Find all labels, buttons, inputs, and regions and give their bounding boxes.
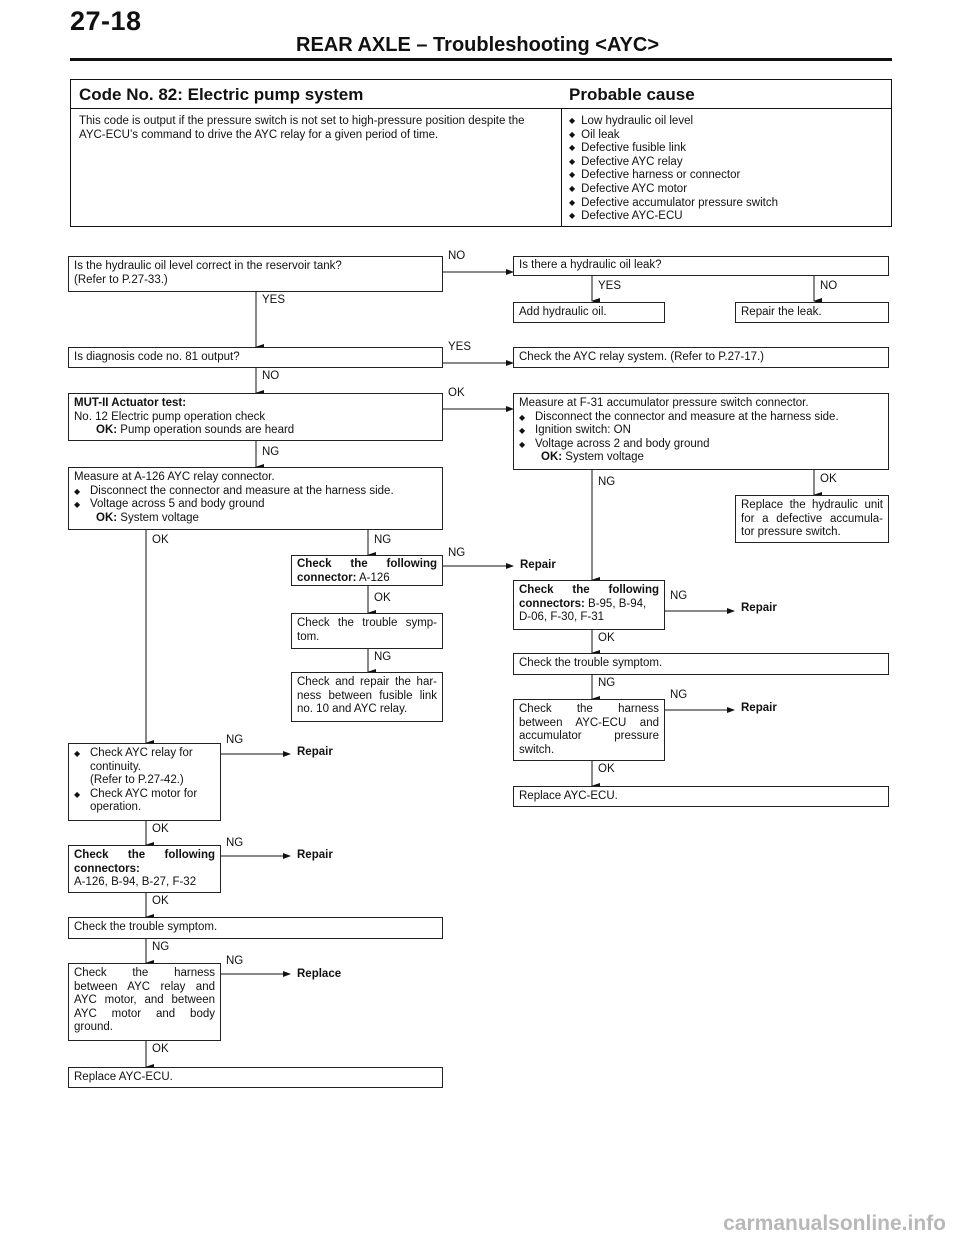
label-replace: Replace	[297, 968, 342, 980]
text: Is there a hydraulic oil leak?	[519, 259, 662, 271]
code-title: Code No. 82: Electric pump system	[79, 85, 364, 104]
label-ok: OK	[820, 473, 837, 485]
label-ok: OK	[598, 763, 615, 775]
box-code81-question	[68, 347, 443, 368]
text: Check the following	[74, 849, 215, 861]
label-ng: NG	[152, 941, 170, 953]
text: (Refer to P.27-33.)	[74, 273, 168, 286]
text: AYC motor, and between	[74, 994, 215, 1006]
text: Measure at A-126 AYC relay connector.	[74, 471, 275, 483]
text: Check and repair the har-	[297, 676, 437, 688]
text: AYC motor and body	[74, 1007, 215, 1020]
text: Replace AYC-ECU.	[74, 1071, 173, 1083]
label-no: NO	[820, 280, 838, 292]
label-no: NO	[448, 250, 466, 262]
label-ok: OK	[448, 387, 465, 399]
label-yes: YES	[598, 280, 622, 292]
box-check-connectors-b95	[513, 580, 665, 630]
box-replace-hydraulic-unit	[735, 495, 889, 543]
box-check-relay-system	[513, 347, 889, 368]
box-measure-f31	[513, 393, 889, 470]
bullet-item: ◆ Disconnect the connector and measure at the harness side.	[519, 411, 883, 425]
text: Add hydraulic oil.	[519, 306, 607, 318]
box-check-relay-motor	[68, 743, 221, 821]
label-ok: OK	[152, 1043, 169, 1055]
text: ness between fusible link	[297, 689, 437, 702]
watermark: carmanualsonline.info	[723, 1212, 946, 1235]
label-ng: NG	[262, 446, 280, 458]
label-ng: NG	[448, 547, 466, 559]
probable-cause-title: Probable cause	[569, 85, 695, 104]
label-repair: Repair	[741, 702, 777, 714]
cause-item: ◆ Low hydraulic oil level	[569, 115, 778, 129]
cause-item: ◆ Defective accumulator pressure switch	[569, 197, 778, 211]
text: Check the trouble symptom.	[74, 921, 218, 933]
box-harness-motor	[68, 963, 221, 1041]
box-check-connector-a126	[291, 555, 443, 586]
text: connectors: B-95, B-94,	[519, 597, 647, 610]
bullet-item: ◆ Disconnect the connector and measure at the harness side.	[74, 485, 437, 499]
text: MUT-II Actuator test:	[74, 397, 187, 409]
text: Replace the hydraulic unit	[741, 499, 883, 511]
label-ok: OK	[152, 534, 169, 546]
bullet-item: ◆ Check AYC motor for operation.	[74, 788, 215, 815]
text: Check the harness	[519, 703, 659, 715]
box-check-connectors-left	[68, 845, 221, 893]
bullet-item: ◆ Ignition switch: ON	[519, 424, 883, 438]
text: ground.	[74, 1021, 114, 1033]
text: A-126, B-94, B-27, F-32	[74, 876, 197, 888]
text: Is the hydraulic oil level correct in the reservoir tank?	[74, 260, 342, 272]
box-harness-fusible-link	[291, 672, 443, 722]
text: tor pressure switch.	[741, 526, 841, 538]
label-ng: NG	[670, 590, 688, 602]
bullet-list	[74, 485, 437, 512]
text: connector: A-126	[297, 571, 390, 584]
text: OK: System voltage	[541, 451, 644, 463]
bullet-item: ◆ Voltage across 5 and body ground	[74, 498, 437, 512]
label-ok: OK	[598, 632, 615, 644]
label-ok: OK	[152, 895, 169, 907]
label-ng: NG	[226, 734, 244, 746]
cause-item: ◆ Defective harness or connector	[569, 169, 778, 183]
text: OK: System voltage	[96, 511, 199, 524]
label-repair: Repair	[741, 602, 777, 614]
text: Check the following	[519, 584, 659, 596]
box-harness-ecu	[513, 699, 665, 761]
text: tom.	[297, 630, 320, 643]
cause-item: ◆ Defective AYC motor	[569, 183, 778, 197]
label-ng: NG	[226, 837, 244, 849]
text: OK: Pump operation sounds are heard	[96, 424, 295, 436]
label-ng: NG	[598, 476, 616, 488]
bullet-list	[519, 411, 883, 452]
bullet-item: ◆ Check AYC relay for continuity. (Refer to P.27-42.)	[74, 747, 215, 788]
text: switch.	[519, 743, 555, 756]
box-check-symptom-right	[513, 653, 889, 675]
label-ng: NG	[226, 955, 244, 967]
box-add-oil	[513, 302, 665, 323]
text: Is diagnosis code no. 81 output?	[74, 351, 240, 363]
label-repair: Repair	[520, 559, 556, 571]
label-repair: Repair	[297, 746, 333, 758]
box-replace-ecu-right	[513, 786, 889, 807]
text: accumulator pressure	[519, 730, 659, 742]
box-replace-ecu-left	[68, 1067, 443, 1088]
text: between AYC-ECU and	[519, 716, 659, 729]
page-title: REAR AXLE – Troubleshooting <AYC>	[296, 34, 660, 56]
box-check-symptom-short	[291, 613, 443, 649]
cause-item: ◆ Defective AYC-ECU	[569, 210, 778, 224]
text: Check the harness	[74, 967, 215, 979]
text: Check the AYC relay system. (Refer to P.27-17.)	[519, 351, 765, 363]
label-repair: Repair	[297, 849, 333, 861]
box-repair-leak	[735, 302, 889, 323]
text: Replace AYC-ECU.	[519, 790, 618, 802]
bullet-list	[74, 747, 215, 815]
label-yes: YES	[262, 294, 286, 306]
text: No. 12 Electric pump operation check	[74, 410, 266, 423]
text: for a defective accumula-	[741, 512, 883, 525]
box-measure-a126	[68, 467, 443, 530]
label-no: NO	[262, 370, 280, 382]
text: Check the trouble symptom.	[519, 657, 663, 669]
text: D-06, F-30, F-31	[519, 611, 604, 623]
label-ok: OK	[152, 823, 169, 835]
box-mut-actuator-test	[68, 393, 443, 441]
text: Repair the leak.	[741, 306, 822, 318]
code-description: This code is output if the pressure switch is not set to high-pressure position despite the AYC-ECU’s command to drive the AYC relay for a given period of time.	[79, 115, 525, 141]
cause-item: ◆ Oil leak	[569, 129, 778, 143]
label-ng: NG	[374, 651, 392, 663]
text: Measure at F-31 accumulator pressure switch connector.	[519, 397, 809, 409]
box-leak-question	[513, 256, 889, 276]
label-ng: NG	[670, 689, 688, 701]
box-check-symptom-left	[68, 917, 443, 939]
cause-item: ◆ Defective fusible link	[569, 142, 778, 156]
cause-item: ◆ Defective AYC relay	[569, 156, 778, 170]
label-yes: YES	[448, 341, 472, 353]
text: no. 10 and AYC relay.	[297, 703, 408, 715]
text: between AYC relay and	[74, 980, 215, 993]
box-oil-level-question	[68, 256, 443, 292]
page-number: 27-18	[70, 6, 142, 36]
label-ng: NG	[598, 677, 616, 689]
label-ok: OK	[374, 592, 391, 604]
label-ng: NG	[374, 534, 392, 546]
text: connectors:	[74, 862, 140, 875]
bullet-item: ◆ Voltage across 2 and body ground	[519, 438, 883, 452]
text: Check the following	[297, 558, 437, 570]
text: Check the trouble symp-	[297, 617, 437, 629]
